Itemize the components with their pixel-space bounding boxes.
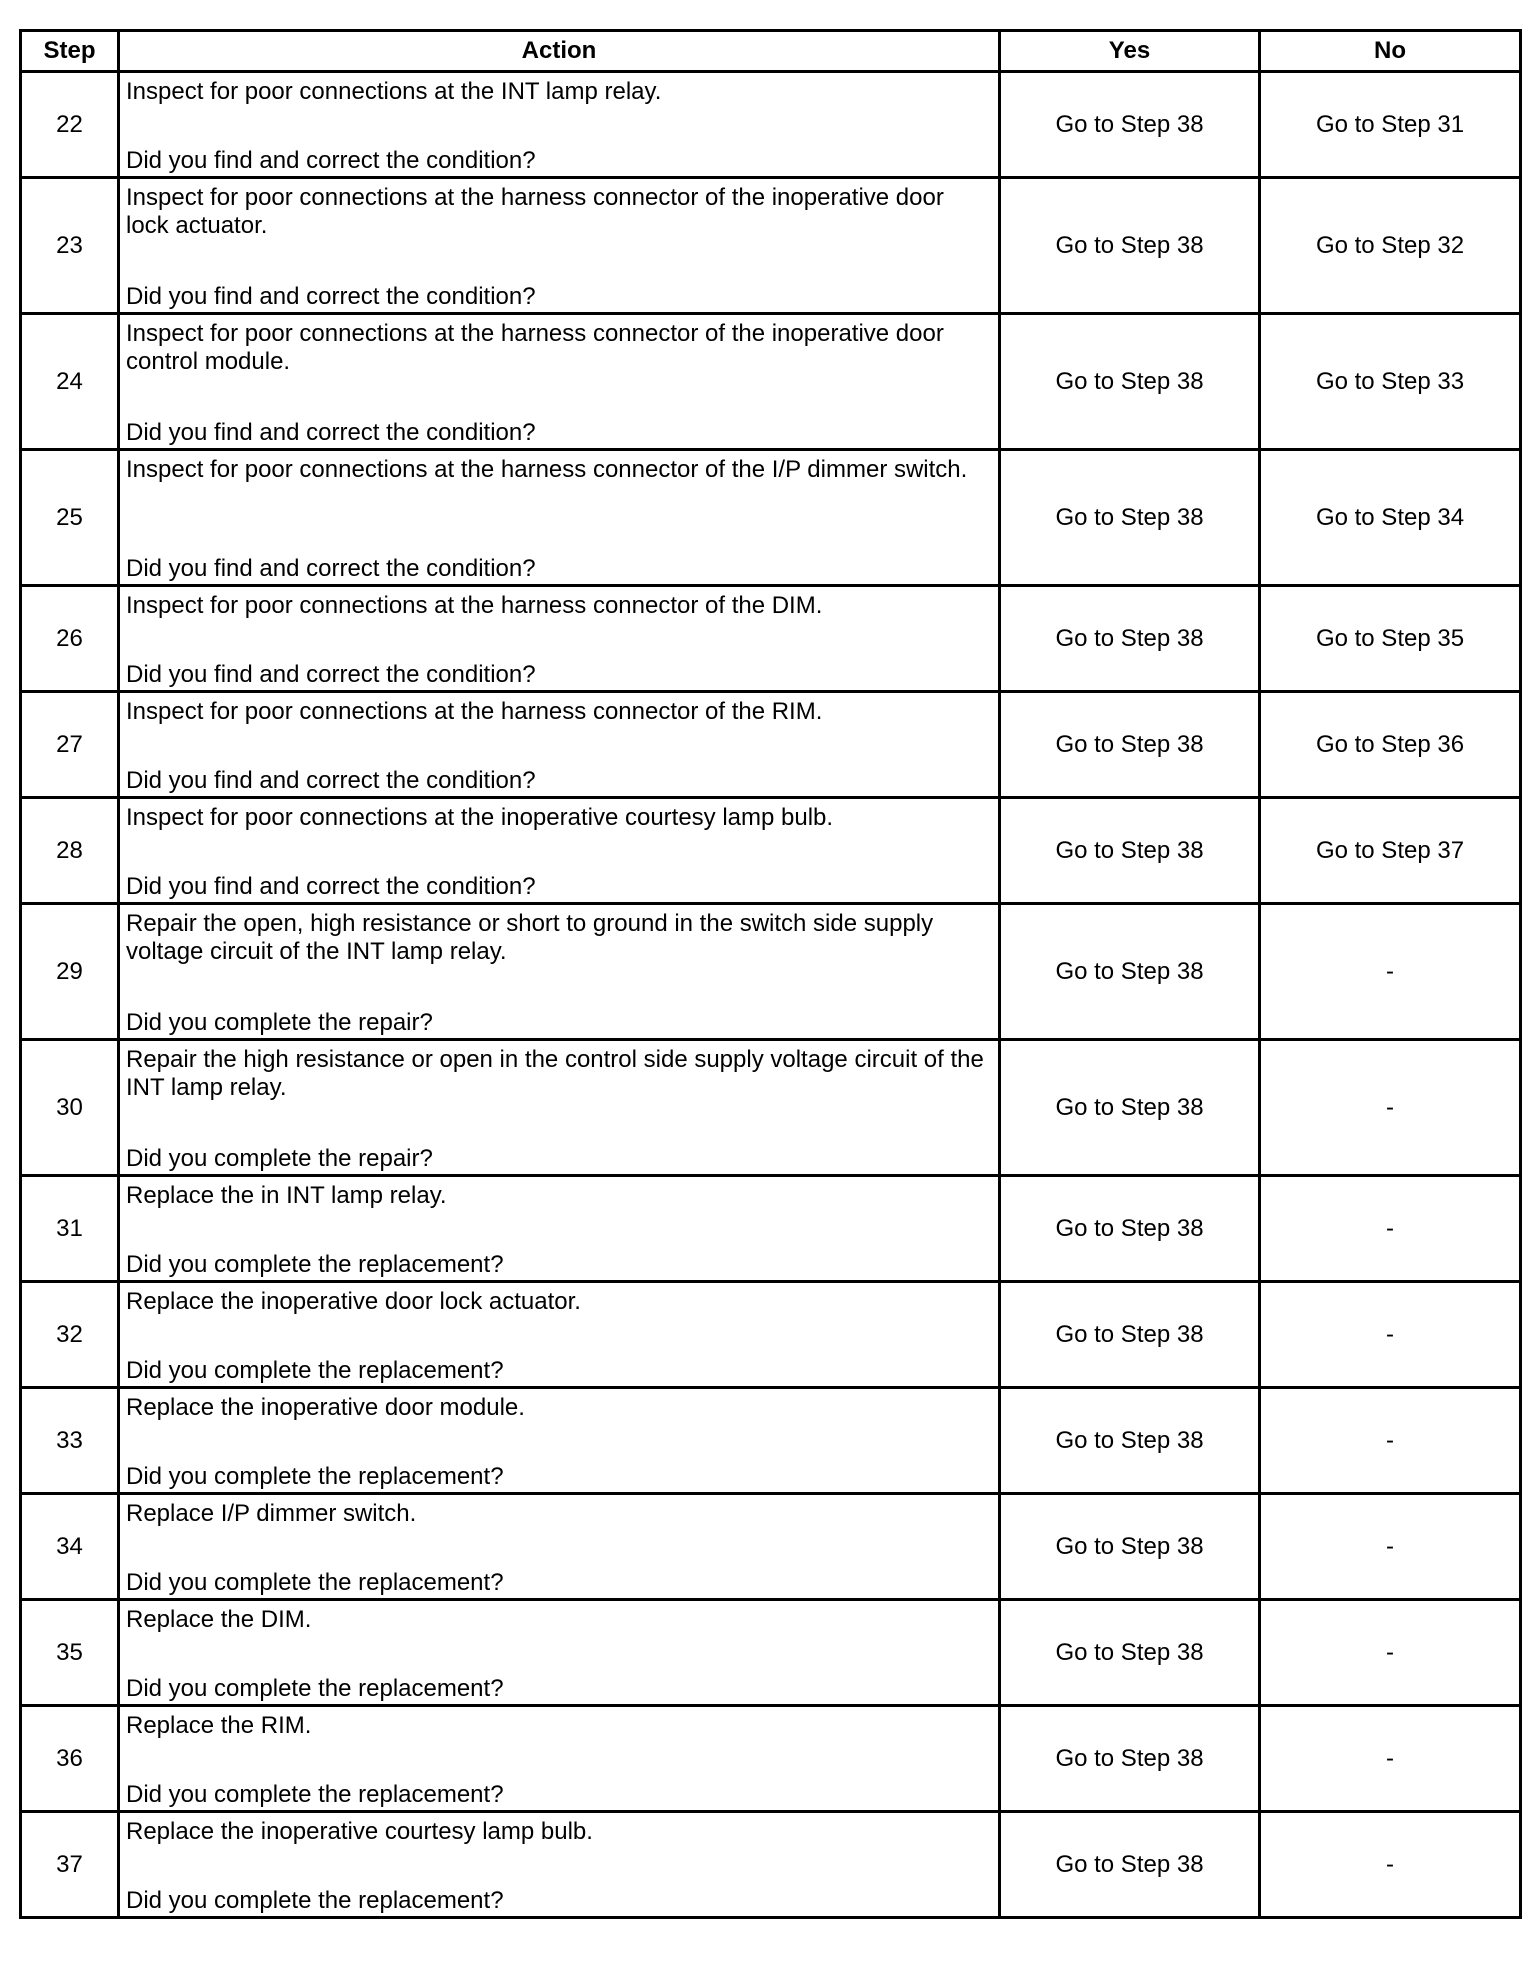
action-instruction: Repair the high resistance or open in the control side supply voltage circuit of the INT lamp relay. (126, 1046, 984, 1101)
action-cell (119, 1176, 1000, 1282)
table-row (21, 586, 1521, 692)
step-number: 37 (21, 1812, 119, 1918)
no-result: - (1260, 904, 1521, 1040)
action-cell (119, 1040, 1000, 1176)
action-cell (119, 314, 1000, 450)
yes-result: Go to Step 38 (1000, 1494, 1260, 1600)
diagnostic-table (19, 29, 1522, 1919)
step-number: 34 (21, 1494, 119, 1600)
action-instruction: Inspect for poor connections at the INT lamp relay. (126, 78, 662, 105)
yes-result: Go to Step 38 (1000, 1388, 1260, 1494)
action-instruction: Inspect for poor connections at the harness connector of the inoperative door lock actuator. (126, 184, 944, 239)
table-row (21, 1040, 1521, 1176)
yes-result: Go to Step 38 (1000, 798, 1260, 904)
table-row (21, 1176, 1521, 1282)
no-result: - (1260, 1494, 1521, 1600)
action-cell (119, 178, 1000, 314)
action-instruction: Inspect for poor connections at the inoperative courtesy lamp bulb. (126, 804, 834, 831)
yes-result: Go to Step 38 (1000, 178, 1260, 314)
action-cell (119, 72, 1000, 178)
step-number: 24 (21, 314, 119, 450)
action-question: Did you complete the replacement? (126, 1463, 504, 1490)
action-question: Did you complete the replacement? (126, 1357, 504, 1384)
step-number: 26 (21, 586, 119, 692)
header-no: No (1260, 31, 1521, 72)
action-instruction: Replace the RIM. (126, 1712, 312, 1739)
action-cell (119, 1600, 1000, 1706)
table-row (21, 798, 1521, 904)
table-row (21, 1706, 1521, 1812)
no-result: - (1260, 1600, 1521, 1706)
action-cell (119, 904, 1000, 1040)
action-cell (119, 1494, 1000, 1600)
no-result: Go to Step 37 (1260, 798, 1521, 904)
action-cell (119, 586, 1000, 692)
action-question: Did you complete the repair? (126, 1009, 433, 1036)
action-instruction: Replace the DIM. (126, 1606, 312, 1633)
yes-result: Go to Step 38 (1000, 314, 1260, 450)
action-cell (119, 692, 1000, 798)
step-number: 33 (21, 1388, 119, 1494)
header-action: Action (119, 31, 1000, 72)
table-row (21, 1282, 1521, 1388)
no-result: - (1260, 1812, 1521, 1918)
action-instruction: Inspect for poor connections at the harness connector of the RIM. (126, 698, 823, 725)
action-question: Did you find and correct the condition? (126, 767, 536, 794)
yes-result: Go to Step 38 (1000, 692, 1260, 798)
no-result: Go to Step 36 (1260, 692, 1521, 798)
action-instruction: Replace the inoperative door lock actuator. (126, 1288, 581, 1315)
action-instruction: Replace I/P dimmer switch. (126, 1500, 417, 1527)
no-result: - (1260, 1176, 1521, 1282)
no-result: Go to Step 32 (1260, 178, 1521, 314)
table-row (21, 314, 1521, 450)
step-number: 22 (21, 72, 119, 178)
table-row (21, 904, 1521, 1040)
step-number: 31 (21, 1176, 119, 1282)
no-result: - (1260, 1388, 1521, 1494)
action-question: Did you find and correct the condition? (126, 283, 536, 310)
yes-result: Go to Step 38 (1000, 1812, 1260, 1918)
step-number: 29 (21, 904, 119, 1040)
action-instruction: Inspect for poor connections at the harness connector of the I/P dimmer switch. (126, 456, 968, 483)
action-cell (119, 450, 1000, 586)
step-number: 27 (21, 692, 119, 798)
yes-result: Go to Step 38 (1000, 1282, 1260, 1388)
action-question: Did you complete the replacement? (126, 1251, 504, 1278)
action-question: Did you complete the replacement? (126, 1887, 504, 1914)
no-result: - (1260, 1040, 1521, 1176)
action-cell (119, 1388, 1000, 1494)
no-result: Go to Step 33 (1260, 314, 1521, 450)
table-row (21, 450, 1521, 586)
action-question: Did you complete the replacement? (126, 1781, 504, 1808)
table-row (21, 1388, 1521, 1494)
yes-result: Go to Step 38 (1000, 1706, 1260, 1812)
no-result: - (1260, 1706, 1521, 1812)
yes-result: Go to Step 38 (1000, 1176, 1260, 1282)
step-number: 28 (21, 798, 119, 904)
table-row (21, 1812, 1521, 1918)
action-question: Did you complete the replacement? (126, 1569, 504, 1596)
header-yes: Yes (1000, 31, 1260, 72)
step-number: 32 (21, 1282, 119, 1388)
no-result: Go to Step 34 (1260, 450, 1521, 586)
action-cell (119, 1282, 1000, 1388)
no-result: Go to Step 35 (1260, 586, 1521, 692)
step-number: 23 (21, 178, 119, 314)
yes-result: Go to Step 38 (1000, 586, 1260, 692)
yes-result: Go to Step 38 (1000, 1040, 1260, 1176)
step-number: 35 (21, 1600, 119, 1706)
table-row (21, 72, 1521, 178)
yes-result: Go to Step 38 (1000, 450, 1260, 586)
action-cell (119, 1812, 1000, 1918)
action-cell (119, 798, 1000, 904)
action-question: Did you find and correct the condition? (126, 661, 536, 688)
table-row (21, 1600, 1521, 1706)
step-number: 36 (21, 1706, 119, 1812)
header-row (21, 31, 1521, 72)
table-row (21, 178, 1521, 314)
table-row (21, 692, 1521, 798)
action-instruction: Repair the open, high resistance or short to ground in the switch side supply voltage circuit of the INT lamp relay. (126, 910, 934, 965)
action-instruction: Replace the in INT lamp relay. (126, 1182, 447, 1209)
action-instruction: Replace the inoperative door module. (126, 1394, 525, 1421)
action-question: Did you find and correct the condition? (126, 873, 536, 900)
header-step: Step (21, 31, 119, 72)
table-row (21, 1494, 1521, 1600)
action-question: Did you find and correct the condition? (126, 147, 536, 174)
action-question: Did you find and correct the condition? (126, 419, 536, 446)
no-result: Go to Step 31 (1260, 72, 1521, 178)
action-instruction: Inspect for poor connections at the harness connector of the DIM. (126, 592, 823, 619)
action-question: Did you complete the repair? (126, 1145, 433, 1172)
action-question: Did you complete the replacement? (126, 1675, 504, 1702)
yes-result: Go to Step 38 (1000, 904, 1260, 1040)
yes-result: Go to Step 38 (1000, 1600, 1260, 1706)
action-question: Did you find and correct the condition? (126, 555, 536, 582)
yes-result: Go to Step 38 (1000, 72, 1260, 178)
action-instruction: Replace the inoperative courtesy lamp bulb. (126, 1818, 593, 1845)
step-number: 30 (21, 1040, 119, 1176)
action-cell (119, 1706, 1000, 1812)
step-number: 25 (21, 450, 119, 586)
no-result: - (1260, 1282, 1521, 1388)
action-instruction: Inspect for poor connections at the harness connector of the inoperative door control module. (126, 320, 944, 375)
